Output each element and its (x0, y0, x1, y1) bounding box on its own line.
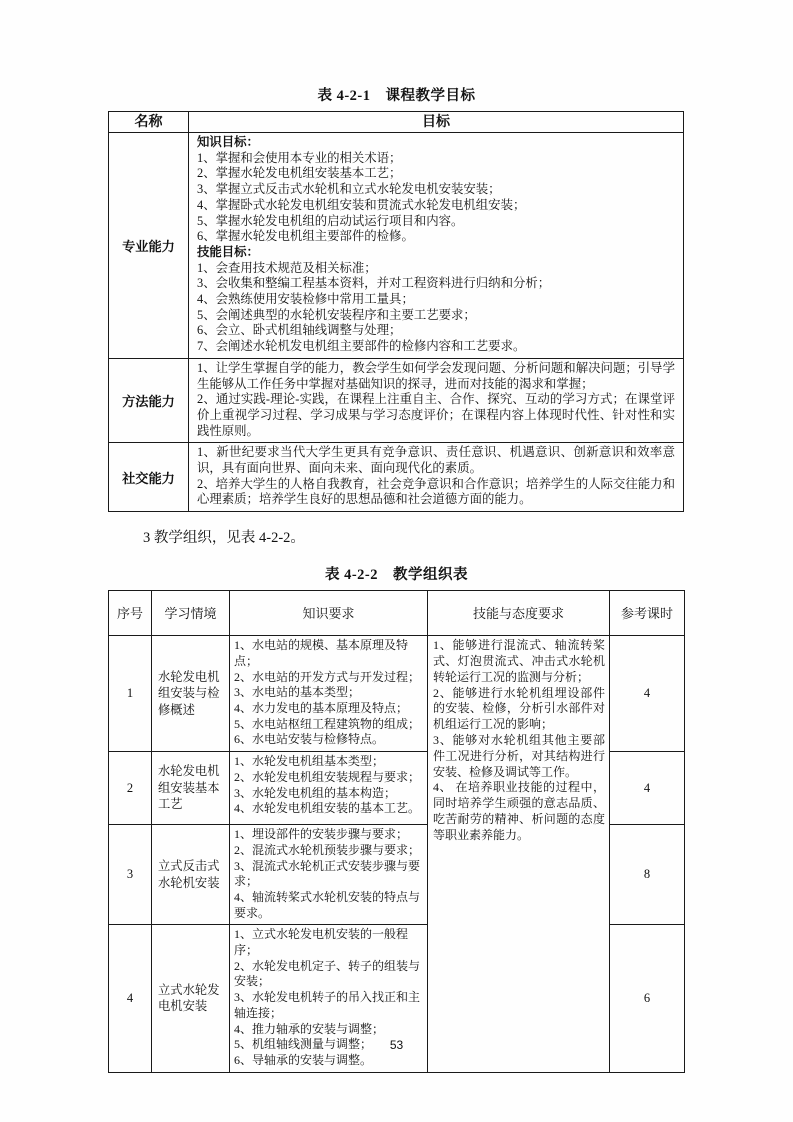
row-name-social: 社交能力 (109, 443, 189, 512)
section-3-text: 3 教学组织，见表 4-2-2。 (143, 530, 305, 547)
goal-cell-method (189, 358, 684, 443)
table1-header-goal: 目标 (189, 112, 684, 133)
table2-header-situation: 学习情境 (152, 591, 230, 636)
list-item: 2、能够进行水轮机组埋设部件的安装、检修，分析引水部件对机组运行工况的影响； (433, 685, 605, 732)
list-item: 2、水轮发电机定子、转子的组装与安装； (234, 958, 421, 989)
learning-situation: 立式反击式水轮机安装 (152, 825, 230, 925)
table2-header-row (109, 591, 685, 636)
skill-goals-heading: 技能目标： (197, 244, 259, 259)
list-item: 6、会立、卧式机组轴线调整与处理； (197, 323, 402, 338)
teaching-organization-table (108, 590, 685, 1072)
reference-hours: 4 (610, 636, 685, 752)
knowledge-requirements (230, 825, 428, 925)
list-item: 2、水轮发电机组安装规程与要求； (234, 769, 421, 784)
knowledge-requirements (230, 636, 428, 752)
reference-hours: 6 (610, 925, 685, 1072)
list-item: 7、会阐述水轮机发电机组主要部件的检修内容和工艺要求。 (197, 339, 526, 354)
list-item: 3、水轮发电机转子的吊入找正和主轴连接； (234, 990, 421, 1020)
list-item: 6、掌握水轮发电机组主要部件的检修。 (197, 229, 414, 244)
list-item: 1、水轮发电机组基本类型； (234, 754, 385, 769)
unit-number: 2 (109, 752, 152, 825)
table2-header-hours: 参考课时 (610, 591, 685, 636)
list-item: 2、水电站的开发方式与开发过程； (234, 669, 421, 684)
table1-caption: 表 4-2-1 课程教学目标 (317, 88, 476, 104)
list-item: 3、会收集和整编工程基本资料，并对工程资料进行归纳和分析； (197, 276, 551, 291)
table2-header-skill: 技能与态度要求 (428, 591, 610, 636)
page-number: 53 (389, 1038, 404, 1052)
table1-header-row (109, 112, 684, 133)
row-name-professional: 专业能力 (109, 133, 189, 359)
list-item: 1、水电站的规模、基本原理及特点； (234, 638, 409, 668)
goal-cell-social (189, 443, 684, 512)
table1-header-name: 名称 (109, 112, 189, 133)
unit-number: 1 (109, 636, 152, 752)
table-row-social-ability (109, 443, 684, 512)
list-item: 3、掌握立式反击式水轮机和立式水轮发电机安装安装； (197, 182, 501, 197)
list-item: 5、水电站枢纽工程建筑物的组成； (234, 716, 421, 731)
list-item: 2、掌握水轮发电机组安装基本工艺； (197, 166, 402, 181)
course-objectives-table (108, 111, 684, 512)
knowledge-requirements (230, 752, 428, 825)
learning-situation: 立式水轮发电机安装 (152, 925, 230, 1072)
list-item: 3、水轮发电机组的基本构造； (234, 785, 397, 800)
list-item: 1、让学生掌握自学的能力，教会学生如何学会发现问题、分析问题和解决问题；引导学生能够从工作任务中掌握对基础知识的探寻，进而对技能的渴求和掌握； (197, 360, 675, 391)
table-row-professional-ability (109, 133, 684, 359)
list-item: 1、会查用技术规范及相关标准； (197, 260, 377, 275)
list-item: 1、能够进行混流式、轴流转桨式、灯泡贯流式、冲击式水轮机转轮运行工况的监测与分析； (433, 638, 605, 684)
list-item: 2、通过实践-理论-实践，在课程上注重自主、合作、探究、互动的学习方式；在课堂评价上重视学习过程、学习成果与学习态度评价；在课程内容上体现时代性、针对性和实践性原则。 (197, 392, 675, 438)
learning-situation: 水轮发电机组安装基本工艺 (152, 752, 230, 825)
table-row-unit-1 (109, 636, 685, 752)
learning-situation: 水轮发电机组安装与检修概述 (152, 636, 230, 752)
list-item: 4、水轮发电机组安装的基本工艺。 (234, 801, 421, 816)
list-item: 5、掌握水轮发电机组的启动试运行项目和内容。 (197, 213, 464, 228)
table-row-method-ability (109, 358, 684, 443)
list-item: 3、水电站的基本类型； (234, 685, 361, 700)
list-item: 2、混流式水轮机预装步骤与要求； (234, 842, 421, 857)
table2-header-no: 序号 (109, 591, 152, 636)
list-item: 1、掌握和会使用本专业的相关术语； (197, 150, 402, 165)
list-item: 5、机组轴线测量与调整； (234, 1037, 373, 1052)
list-item: 4、推力轴承的安装与调整； (234, 1021, 385, 1036)
unit-number: 3 (109, 825, 152, 925)
list-item: 3、混流式水轮机正式安装步骤与要求； (234, 858, 421, 889)
goal-cell-professional (189, 133, 684, 359)
list-item: 4、水力发电的基本原理及特点； (234, 700, 409, 715)
list-item: 1、埋设部件的安装步骤与要求； (234, 827, 409, 842)
list-item: 6、导轴承的安装与调整。 (234, 1052, 373, 1067)
list-item: 3、能够对水轮机组其他主要部件工况进行分析，对其结构进行安装、检修及调试等工作。 (433, 732, 605, 779)
table2-header-knowledge: 知识要求 (230, 591, 428, 636)
skill-attitude-requirements (428, 636, 610, 1072)
list-item: 2、培养大学生的人格自我教育，社会竞争意识和合作意识；培养学生的人际交往能力和心理素质；培养学生良好的思想品德和社会道德方面的能力。 (197, 476, 675, 507)
list-item: 1、立式水轮发电机安装的一般程序； (234, 927, 409, 958)
list-item: 1、新世纪要求当代大学生更具有竞争意识、责任意识、机遇意识、创新意识和效率意识，具有面向世界、面向未来、面向现代化的素质。 (197, 445, 675, 476)
unit-number: 4 (109, 925, 152, 1072)
reference-hours: 4 (610, 752, 685, 825)
knowledge-goals-heading: 知识目标： (197, 135, 259, 149)
reference-hours: 8 (610, 825, 685, 925)
table2-caption: 表 4-2-2 教学组织表 (324, 567, 469, 584)
list-item: 4、掌握卧式水轮发电机组安装和贯流式水轮发电机组安装； (197, 197, 526, 212)
list-item: 4、 在培养职业技能的过程中，同时培养学生顽强的意志品质、吃苦耐劳的精神、析问题的态度等职业素养能力。 (433, 780, 605, 842)
list-item: 4、轴流转桨式水轮机安装的特点与要求。 (234, 889, 421, 920)
list-item: 6、水电站安装与检修特点。 (234, 732, 385, 747)
list-item: 4、会熟练使用安装检修中常用工量具； (197, 292, 414, 307)
row-name-method: 方法能力 (109, 358, 189, 443)
list-item: 5、会阐述典型的水轮机安装程序和主要工艺要求； (197, 307, 476, 322)
